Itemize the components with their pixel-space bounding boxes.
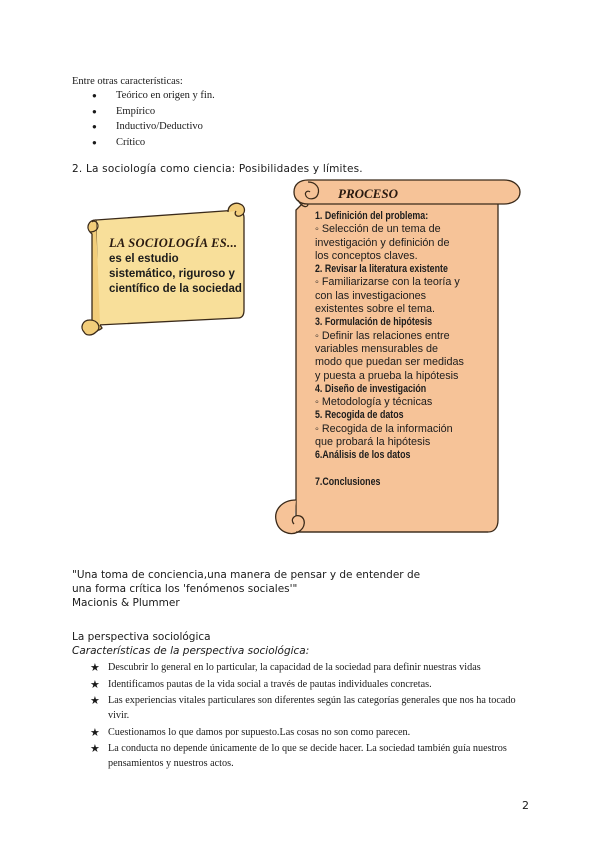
process-step-text: ◦ Recogida de la información [315, 422, 453, 435]
list-item: ★ La conducta no depende únicamente de lo que se decide hacer. La sociedad también guía nuestros pensamientos y nuestros actos. [92, 741, 532, 771]
process-step-text: investigación y definición de [315, 236, 450, 249]
process-step-text: ◦ Definir las relaciones entre [315, 329, 450, 342]
process-step-heading: 5. Recogida de datos [315, 409, 404, 422]
process-step-heading: 1. Definición del problema: [315, 210, 429, 222]
process-step-text [315, 463, 490, 476]
intro-text: Entre otras características: [72, 76, 183, 87]
list-item: ● Inductivo/Deductivo [92, 119, 215, 135]
list-item: ● Empírico [92, 104, 215, 120]
list-item: ● Crítico [92, 135, 215, 151]
section-heading: 2. La sociología como ciencia: Posibilidades y límites. [72, 163, 363, 175]
process-step-heading: 2. Revisar la literatura existente [315, 263, 448, 276]
process-step-text: los conceptos claves. [315, 249, 418, 262]
left-scroll-title: LA SOCIOLOGÍA ES... [109, 236, 238, 250]
process-step-text: variables mensurables de [315, 342, 439, 355]
process-step-text: ◦ Metodología y técnicas [315, 396, 433, 409]
left-scroll-line: científico de la sociedad [109, 283, 242, 295]
left-scroll-line: es el estudio [109, 253, 179, 265]
page-number: 2 [522, 799, 529, 812]
list-item: ● Teórico en origen y fin. [92, 88, 215, 104]
characteristics-list [92, 88, 215, 150]
list-item: ★ Identificamos pautas de la vida social a través de pautas individuales concretas. [92, 677, 532, 692]
left-scroll-body [109, 252, 242, 297]
list-item: ★ Las experiencias vitales particulares son diferentes según las categorías generales que nos ha tocado vivir. [92, 693, 532, 723]
process-step-text: y puesta a prueba la hipótesis [315, 369, 459, 382]
list-item: ★ Cuestionamos lo que damos por supuesto.Las cosas no son como parecen. [92, 725, 532, 740]
left-scroll-line: sistemático, riguroso y [109, 268, 235, 280]
perspective-heading: La perspectiva sociológica [72, 631, 211, 643]
perspective-subheading: Características de la perspectiva sociológica: [72, 645, 310, 657]
quote-author: Macionis & Plummer [72, 597, 180, 609]
process-step-heading: 7.Conclusiones [315, 475, 381, 488]
process-step-heading: 3. Formulación de hipótesis [315, 316, 433, 329]
process-step-text: ◦ Selección de un tema de [315, 223, 441, 236]
process-step-text: con las investigaciones [315, 289, 427, 302]
process-step-heading: 6.Análisis de los datos [315, 449, 411, 462]
quote-block [72, 568, 420, 610]
list-item: ★ Descubrir lo general en lo particular, la capacidad de la sociedad para definir nuestras vidas [92, 660, 532, 675]
process-step-heading: 4. Diseño de investigación [315, 382, 427, 395]
quote-line: "Una toma de conciencia,una manera de pensar y de entender de [72, 569, 421, 581]
process-step-text: modo que puedan ser medidas [315, 356, 464, 369]
quote-line: una forma crítica los 'fenómenos sociales'" [72, 583, 298, 595]
process-step-text: que probará la hipótesis [315, 436, 431, 449]
perspective-list [92, 660, 532, 773]
process-step-text: existentes sobre el tema. [315, 303, 436, 316]
process-title: PROCESO [338, 186, 398, 201]
process-step-text: ◦ Familiarizarse con la teoría y [315, 276, 460, 289]
perspective-heading-block [72, 630, 309, 658]
process-steps [315, 210, 490, 489]
